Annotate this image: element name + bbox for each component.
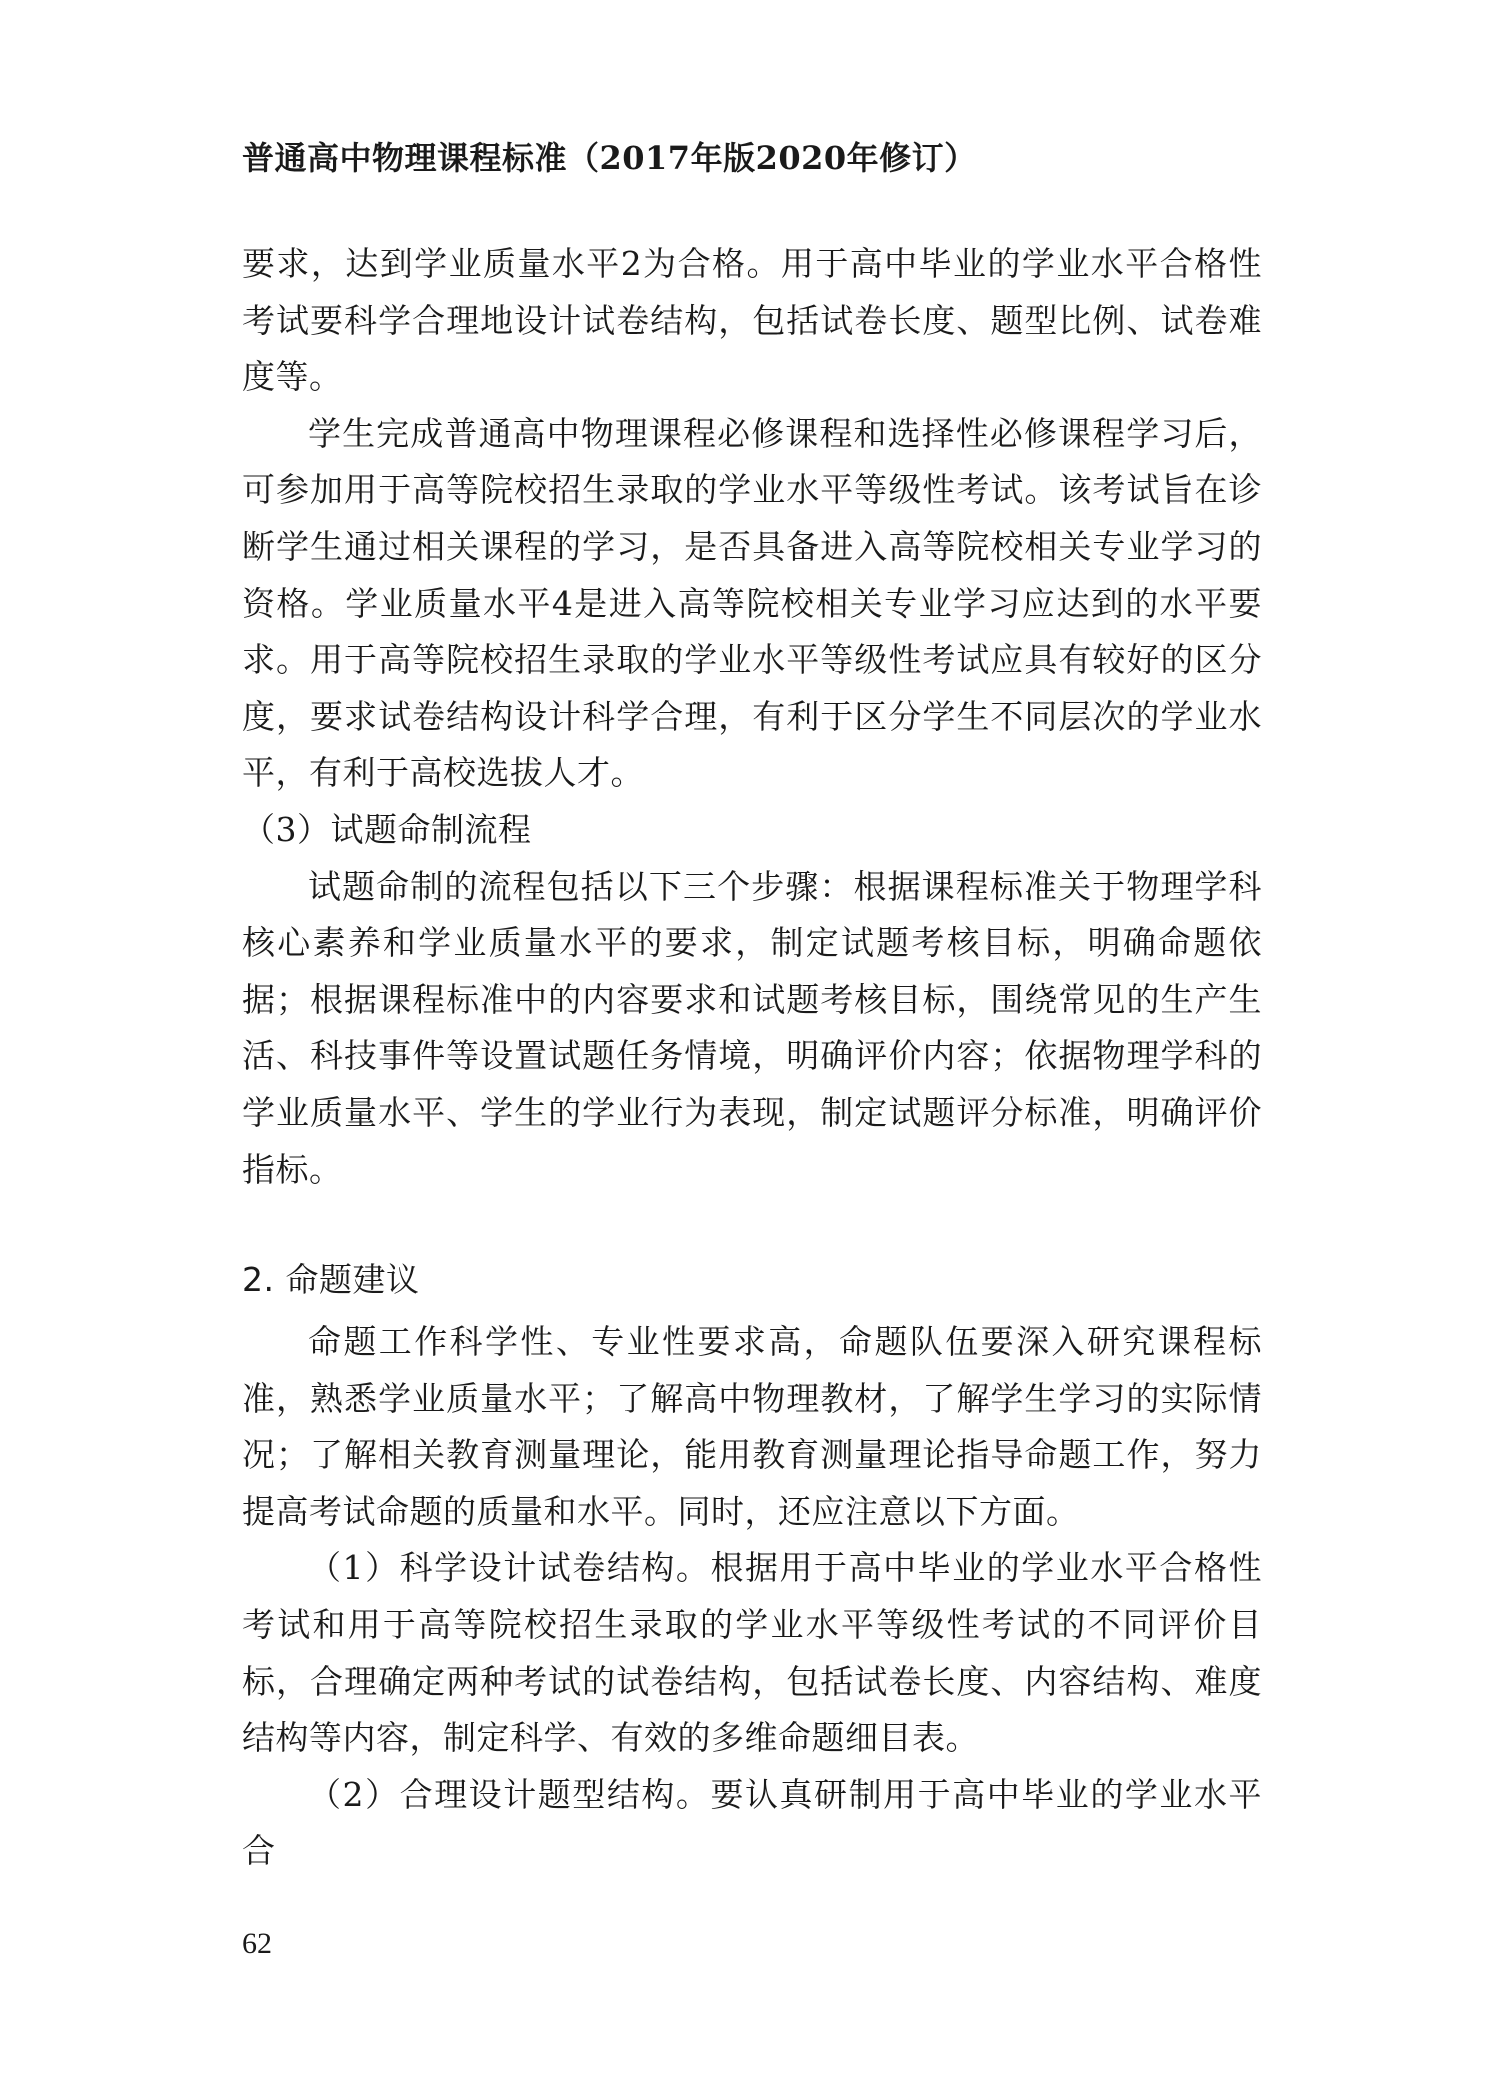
paragraph-proposition-intro: 命题工作科学性、专业性要求高，命题队伍要深入研究课程标准，熟悉学业质量水平；了解高中物理教材，了解学生学习的实际情况；了解相关教育测量理论，能用教育测量理论指导命题工作，努力提高考试命题的质量和水平。同时，还应注意以下方面。: [242, 1322, 1262, 1531]
paragraph-continuation: 要求，达到学业质量水平2为合格。用于高中毕业的学业水平合格性考试要科学合理地设计试卷结构，包括试卷长度、题型比例、试卷难度等。: [242, 244, 1262, 397]
paragraph-item-2: （2）合理设计题型结构。要认真研制用于高中毕业的学业水平合: [242, 1774, 1262, 1871]
page-number: 62: [242, 1927, 272, 1960]
section-heading-2: 2. 命题建议: [242, 1260, 420, 1300]
subheading-item-3: （3）试题命制流程: [242, 809, 532, 849]
body-text: [242, 236, 1262, 1880]
running-header: 普通高中物理课程标准（2017年版2020年修订）: [242, 139, 977, 177]
paragraph-item-process: 试题命制的流程包括以下三个步骤：根据课程标准关于物理学科核心素养和学业质量水平的要求，制定试题考核目标，明确命题依据；根据课程标准中的内容要求和试题考核目标，围绕常见的生产生活、科技事件等设置试题任务情境，明确评价内容；依据物理学科的学业质量水平、学生的学业行为表现，制定试题评分标准，明确评价指标。: [242, 866, 1262, 1189]
paragraph-grade-exam: 学生完成普通高中物理课程必修课程和选择性必修课程学习后，可参加用于高等院校招生录取的学业水平等级性考试。该考试旨在诊断学生通过相关课程的学习，是否具备进入高等院校相关专业学习的资格。学业质量水平4是进入高等院校相关专业学习应达到的水平要求。用于高等院校招生录取的学业水平等级性考试应具有较好的区分度，要求试卷结构设计科学合理，有利于区分学生不同层次的学业水平，有利于高校选拔人才。: [242, 413, 1262, 793]
paragraph-item-1: （1）科学设计试卷结构。根据用于高中毕业的学业水平合格性考试和用于高等院校招生录取的学业水平等级性考试的不同评价目标，合理确定两种考试的试卷结构，包括试卷长度、内容结构、难度结构等内容，制定科学、有效的多维命题细目表。: [242, 1548, 1262, 1758]
